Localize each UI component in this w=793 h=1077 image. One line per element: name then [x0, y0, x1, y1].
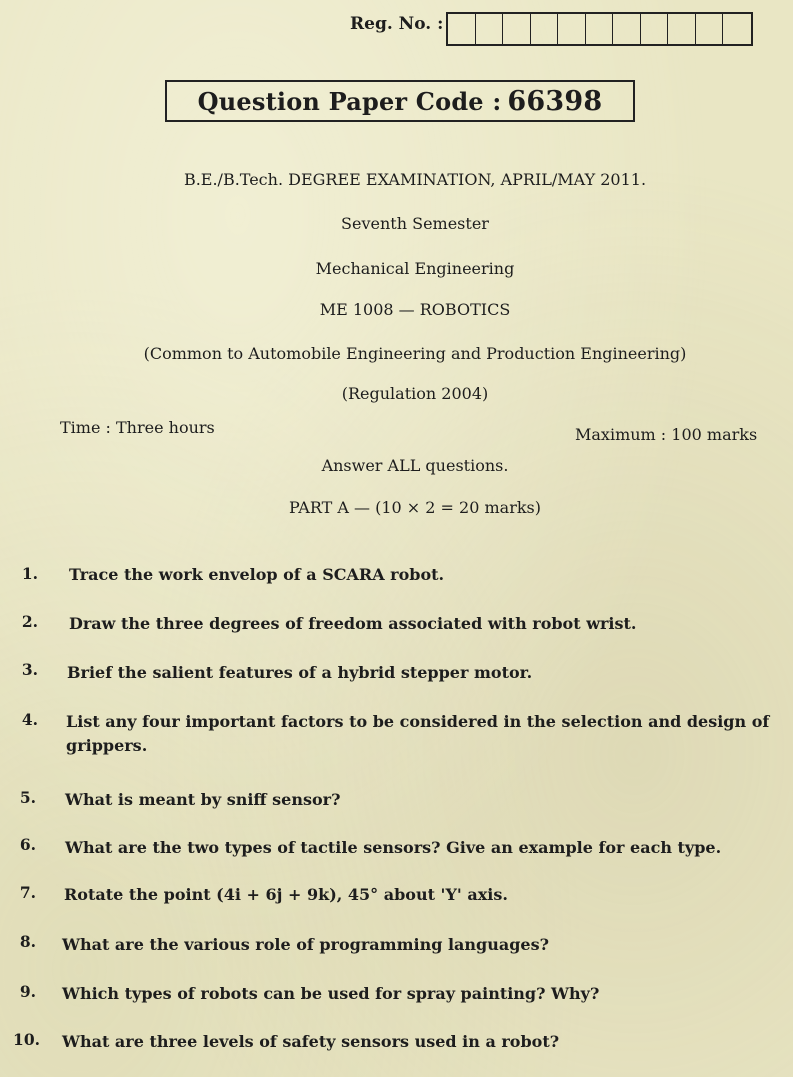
- question-number: 10.: [13, 1030, 40, 1049]
- question-number: 9.: [19, 982, 36, 1001]
- branch: Mechanical Engineering: [315, 259, 515, 278]
- part-a-heading: PART A — (10 × 2 = 20 marks): [289, 498, 541, 517]
- question-number: 8.: [19, 932, 36, 951]
- instruction: Answer ALL questions.: [321, 456, 509, 475]
- reg-box: [476, 14, 504, 44]
- maximum-marks: Maximum : 100 marks: [575, 425, 758, 444]
- question-number: 4.: [21, 710, 38, 729]
- reg-box: [613, 14, 641, 44]
- question-number: 7.: [19, 883, 36, 902]
- question-number: 3.: [21, 660, 38, 679]
- question-text: Rotate the point (4i + 6j + 9k), 45° about 'Y' axis.: [64, 885, 508, 904]
- question-text: What are three levels of safety sensors used in a robot?: [62, 1032, 560, 1051]
- code-number: 66398: [507, 85, 603, 117]
- semester: Seventh Semester: [341, 214, 489, 233]
- reg-box: [503, 14, 531, 44]
- question-text: Brief the salient features of a hybrid stepper motor.: [67, 663, 533, 682]
- reg-box: [668, 14, 696, 44]
- reg-box: [558, 14, 586, 44]
- reg-box: [641, 14, 669, 44]
- reg-no-label: Reg. No. :: [350, 14, 444, 34]
- reg-no-boxes: [446, 12, 753, 46]
- code-label: Question Paper Code :: [197, 86, 502, 116]
- question-number: 2.: [21, 612, 38, 631]
- reg-box: [531, 14, 559, 44]
- common-to: (Common to Automobile Engineering and Production Engineering): [143, 344, 687, 363]
- question-number: 5.: [19, 788, 36, 807]
- question-paper-code-box: [165, 80, 635, 122]
- exam-title: B.E./B.Tech. DEGREE EXAMINATION, APRIL/MAY 2011.: [183, 170, 647, 189]
- question-text: List any four important factors to be considered in the selection and design of: [66, 712, 770, 731]
- regulation: (Regulation 2004): [341, 384, 489, 403]
- reg-box: [586, 14, 614, 44]
- question-text: What are the various role of programming languages?: [62, 935, 549, 954]
- reg-box: [448, 14, 476, 44]
- time-allowed: Time : Three hours: [60, 418, 215, 437]
- question-text-continued: grippers.: [66, 736, 148, 755]
- subject: ME 1008 — ROBOTICS: [319, 300, 511, 319]
- question-text: What are the two types of tactile sensors? Give an example for each type.: [65, 838, 722, 857]
- question-text: What is meant by sniff sensor?: [65, 790, 341, 809]
- reg-box: [696, 14, 724, 44]
- question-text: Draw the three degrees of freedom associated with robot wrist.: [69, 614, 637, 633]
- question-number: 6.: [19, 835, 36, 854]
- question-text: Which types of robots can be used for spray painting? Why?: [62, 984, 600, 1003]
- question-number: 1.: [21, 564, 38, 583]
- reg-box: [723, 14, 751, 44]
- question-text: Trace the work envelop of a SCARA robot.: [69, 565, 445, 584]
